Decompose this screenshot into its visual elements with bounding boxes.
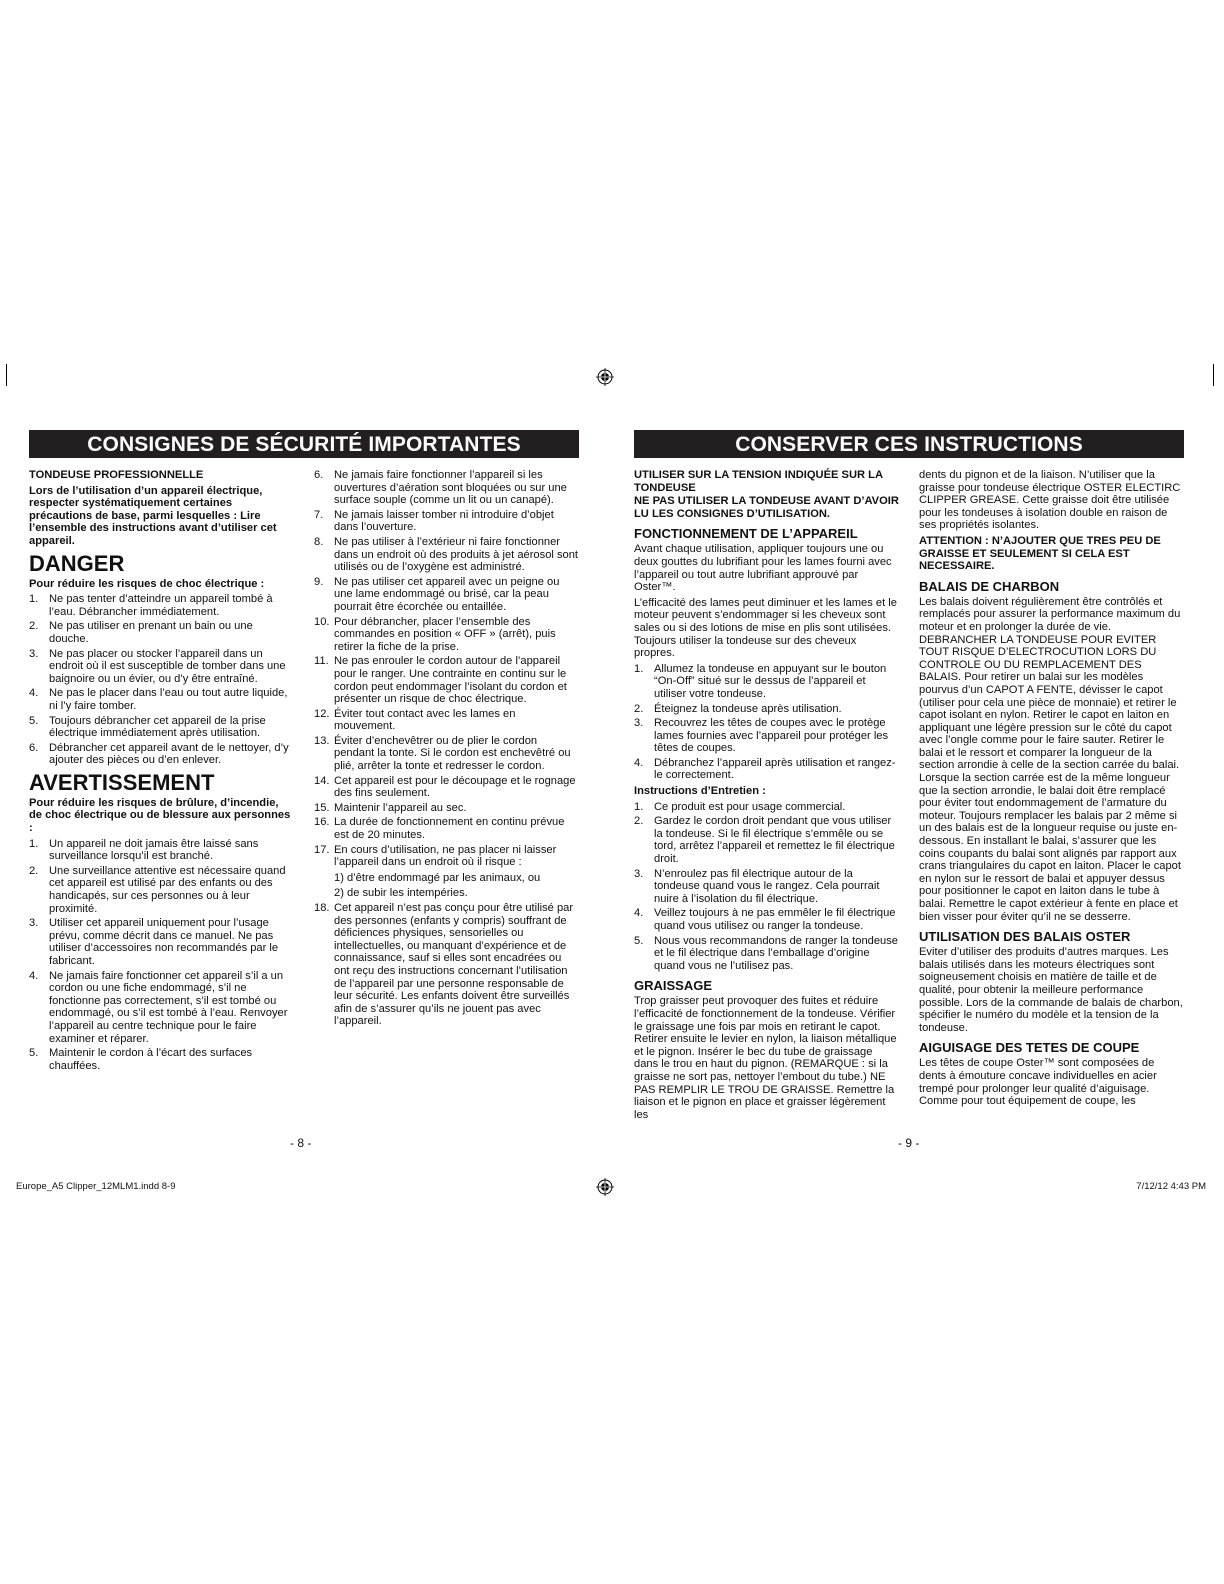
list-item: 5. Toujours débrancher cet appareil de la prise électrique immédiatement après utilisation. [29, 714, 266, 740]
greasing-heading: GRAISSAGE [634, 978, 713, 994]
oster-brushes-paragraph: Eviter d’utiliser des produits d’autres marques. Les balais utilisés dans les moteurs électriques sont soigneusement choisis en matière de taille et de qualité, pour obtenir la meilleure performance possible. Lors de la commande de balais de charbon, spécifier le numéro du modèle et la tension de la tondeuse. [919, 946, 1183, 1034]
carbon-brushes-heading: BALAIS DE CHARBON [919, 578, 1060, 594]
list-item: 14. Cet appareil est pour le découpage et le rognage des fins seulement. [314, 774, 576, 800]
list-item: 1. Ne pas tenter d’atteindre un appareil tombé à l’eau. Débrancher immédiatement. [29, 593, 273, 618]
list-item: 1. Un appareil ne doit jamais être laissé sans surveillance lorsqu’il est branché. [29, 837, 259, 863]
registration-target-icon [596, 368, 614, 386]
list-item: 6. Ne jamais faire fonctionner l’appareil si les ouvertures d’aération sont bloquées ou sur une surface souple (comme un lit ou un canapé). [314, 469, 567, 507]
warning-list-continued [314, 469, 579, 1028]
banner-safety: CONSIGNES DE SÉCURITÉ IMPORTANTES [29, 430, 579, 458]
warning-subheading: Pour réduire les risques de brûlure, d’incendie, de choc électrique ou de blessure aux personnes : [29, 796, 291, 835]
page-number-right: - 9 - [898, 1136, 920, 1150]
attention-notice: ATTENTION : N’AJOUTER QUE TRES PEU DE GRAISSE ET SEULEMENT SI CELA EST NECESSAIRE. [919, 534, 1161, 573]
operation-list [634, 663, 899, 782]
warning-list [29, 838, 294, 1073]
greasing-paragraph-continued: dents du pignon et de la liaison. N’utiliser que la graisse pour tondeuse électrique OSTER ELECTIRC CLIPPER GREASE. Cette graisse doit être utilisée pour les tondeuses à isolation double en raison de ses propriétés isolantes. [919, 469, 1181, 532]
sharpening-paragraph: Les têtes de coupe Oster™ sont composées de dents à émouture concave individuelles en acier trempé pour prolonger leur qualité d’aiguisage. Comme pour tout équipement de coupe, les [919, 1057, 1157, 1108]
danger-subheading: Pour réduire les risques de choc électrique : [29, 577, 265, 590]
list-item: 5. Nous vous recommandons de ranger la tondeuse et le fil électrique dans l’emballage d’origine quand vous ne l’utilisez pas. [634, 934, 899, 972]
list-item: 2. Éteignez la tondeuse après utilisation. [634, 702, 842, 715]
crop-mark-right [1213, 364, 1214, 386]
list-item: 7. Ne jamais laisser tomber ni introduire d’objet dans l’ouverture. [314, 508, 554, 534]
product-name: TONDEUSE PROFESSIONNELLE [29, 469, 204, 481]
list-item: 11. Ne pas enrouler le cordon autour de l’appareil pour le ranger. Une contrainte en continu sur le cordon peut endommager l’isolant du cordon et présenter un risque de choc électrique. [314, 655, 567, 706]
left-column-1 [29, 469, 294, 1075]
greasing-paragraph: Trop graisser peut provoquer des fuites et réduire l’efficacité de fonctionnement de la tondeuse. Vérifier le graissage une fois par mois en retirant le capot. Retirer ensuite le levier en nylon, la liaison métallique et le pignon. Insérer le bec du tube de graissage dans le trou en haut du pignon. (REMARQUE : si la graisse ne sort pas, nettoyer l’embout du tube.) NE PAS REMPLIR LE TROU DE GRAISSE. Remettre la liaison et le pignon en place et graisser légèrement les [634, 995, 897, 1121]
list-item: 2. Ne pas utiliser en prenant un bain ou une douche. [29, 620, 253, 645]
voltage-notice: UTILISER SUR LA TENSION INDIQUÉE SUR LA TONDEUSE [634, 469, 883, 494]
oster-brushes-heading: UTILISATION DES BALAIS OSTER [919, 929, 1131, 945]
list-item: 3. N’enroulez pas fil électrique autour de la tondeuse quand vous le rangez. Cela pourrait nuire à l’isolation du fil électrique. [634, 867, 880, 905]
operation-paragraph: Avant chaque utilisation, appliquer toujours une ou deux gouttes du lubrifiant pour les lames fourni avec l’appareil ou tout autre lubrifiant approuvé par Oster™. [634, 543, 892, 594]
warning-heading: AVERTISSEMENT [29, 769, 215, 795]
list-item: 3. Ne pas placer ou stocker l’appareil dans un endroit où il est susceptible de tomber dans une baignoire ou un évier, ou d’y être entraîné. [29, 647, 286, 685]
list-item: 2. Une surveillance attentive est nécessaire quand cet appareil est utilisé par des enfants ou des handicapés, sur ces personnes ou à leur proximité. [29, 864, 286, 915]
sharpening-heading: AIGUISAGE DES TETES DE COUPE [919, 1040, 1140, 1056]
list-item: 4. Ne pas le placer dans l’eau ou tout autre liquide, ni l’y faire tomber. [29, 687, 288, 712]
list-item: 8. Ne pas utiliser à l’extérieur ni faire fonctionner dans un endroit où des produits à jet aérosol sont utilisés ou de l’oxygène est administré. [314, 535, 579, 574]
right-column-2 [919, 469, 1184, 1124]
danger-list [29, 593, 294, 767]
list-item: 18. Cet appareil n’est pas conçu pour être utilisé par des personnes (enfants y compris) souffrant de déficiences physiques, sensorielles ou intellectuelles, ou manquant d’expérience et de connaissance, sauf si elles sont encadrées ou ont reçu des instructions concernant l’utilisation de l’appareil par une personne responsable de leur sécurité. Les enfants doivent être surveillés afin de s’assurer qu’ils ne jouent pas avec l’appareil. [314, 902, 574, 1028]
list-item: 4. Ne jamais faire fonctionner cet appareil s’il a un cordon ou une fiche endommagé, s’il ne fonctionne pas correctement, s’il est tombé ou endommagé, ou s’il est tombé à l’eau. Renvoyer l’appareil au centre technique pour le faire examiner et réparer. [29, 969, 288, 1045]
list-item: 5. Maintenir le cordon à l’écart des surfaces chauffées. [29, 1047, 253, 1072]
maintenance-list [634, 801, 899, 973]
crop-mark-left [6, 364, 7, 386]
read-instructions-notice: NE PAS UTILISER LA TONDEUSE AVANT D’AVOIR LU LES CONSIGNES D’UTILISATION. [634, 495, 899, 520]
registration-target-icon [596, 1178, 614, 1196]
list-item: 4. Débranchez l’appareil après utilisation et rangez-le correctement. [634, 756, 896, 782]
left-column-2 [314, 469, 579, 1075]
maintenance-heading: Instructions d’Entretien : [634, 785, 766, 798]
operation-paragraph: L’efficacité des lames peut diminuer et les lames et le moteur peuvent s’endommager si les cheveux sont sales ou si des lotions de mise en plis sont utilisées. Toujours utiliser la tondeuse sur des cheveux propres. [634, 596, 897, 660]
list-item: 9. Ne pas utiliser cet appareil avec un peigne ou une lame endommagé ou brisé, car la peau pourrait être écorchée ou entaillée. [314, 575, 560, 613]
page-right [634, 430, 1184, 1155]
list-item: 1. Ce produit est pour usage commercial. [634, 800, 846, 813]
list-item: 4. Veillez toujours à ne pas emmêler le fil électrique quand vous utilisez ou ranger la tondeuse. [634, 907, 896, 932]
banner-keep-instructions: CONSERVER CES INSTRUCTIONS [634, 430, 1184, 458]
list-item: 2. Gardez le cordon droit pendant que vous utiliser la tondeuse. Si le fil électrique s’emmêle ou se tord, arrêtez l’appareil et remettez le fil électrique droit. [634, 815, 895, 866]
page-number-left: - 8 - [290, 1136, 312, 1150]
sub-item: 1) d’être endommagé par les animaux, ou [334, 871, 541, 884]
list-item: 13. Éviter d’enchevêtrer ou de plier le cordon pendant la tonte. Si le cordon est enchevêtré ou plié, arrêter la tonte et redresser le cordon. [314, 734, 571, 773]
list-item: 16. La durée de fonctionnement en continu prévue est de 20 minutes. [314, 816, 565, 842]
list-item: 12. Éviter tout contact avec les lames en mouvement. [314, 707, 516, 733]
list-item: 15. Maintenir l’appareil au sec. [314, 801, 467, 814]
list-item: 10. Pour débrancher, placer l’ensemble des commandes en position « OFF » (arrêt), puis retirer la fiche de la prise. [314, 615, 556, 653]
operation-heading: FONCTIONNEMENT DE L’APPAREIL [634, 526, 858, 542]
carbon-brushes-paragraph: Les balais doivent régulièrement être contrôlés et remplacés pour assurer la performance maximum du moteur et en prolonger la durée de vie. DEBRANCHER LA TONDEUSE POUR EVITER TOUT RISQUE D’ELECTROCUTION LORS DU CONTROLE OU DU REMPLACEMENT DES BALAIS. Pour retirer un balai sur les modèles pourvus d’un CAPOT A FENTE, dévisser le capot (utiliser pour cela une pièce de monnaie) et retirer le capot isolant en nylon. Retirer le capot en laiton en appliquant une légère pression sur le côté du capot avec l’ongle comme pour le faire sauter. Retirer le balai et le ressort et comparer la longueur de la section arrondie à celle de la section carrée du balai. Lorsque la section carrée est de la même longueur que la section arrondie, le balai doit être remplacé pour éviter tout endommagement de l’armature du moteur. Toujours remplacer les balais par 2 même si un des balais est de la longueur requise ou juste en-dessous. En installant le balai, s’assurer que les coins coupants du balai sont alignés par rapport aux crans triangulaires du capot en laiton. Placer le capot en nylon sur le ressort de balai et appuyer dessus pour positionner le capot en laiton dans le tube à balai. Remettre le capot extérieur à fente en place et bien visser pour éviter qu’il ne se desserre. [919, 595, 1181, 923]
list-item: 3. Recouvrez les têtes de coupes avec le protège lames fournies avec l’appareil pour protéger les têtes de coupes. [634, 717, 889, 755]
page-left [29, 430, 579, 1155]
list-item: 6. Débrancher cet appareil avant de le nettoyer, d’y ajouter des pièces ou d’en enlever. [29, 741, 289, 767]
intro-text: Lors de l’utilisation d’un appareil électrique, respecter systématiquement certaines précautions de base, parmi lesquelles : Lire l’ensemble des instructions avant d’utiliser cet appareil. [29, 484, 277, 547]
danger-heading: DANGER [29, 550, 125, 576]
list-item: 1. Allumez la tondeuse en appuyant sur le bouton “On-Off” situé sur le dessus de l’appareil et utiliser votre tondeuse. [634, 662, 887, 700]
list-item: 17. En cours d’utilisation, ne pas placer ni laisser l’appareil dans un endroit où il risque : 1) d’être endommagé par les animaux, ou 2) de subir les intempéries. [314, 844, 579, 900]
footer-timestamp: 7/12/12 4:43 PM [1136, 1181, 1206, 1192]
right-column-1 [634, 469, 899, 1124]
sub-item: 2) de subir les intempéries. [334, 887, 468, 900]
footer-filename: Europe_A5 Clipper_12MLM1.indd 8-9 [16, 1181, 176, 1192]
list-item: 3. Utiliser cet appareil uniquement pour l’usage prévu, comme décrit dans ce manuel. Ne pas utiliser d’accessoires non recommandés par le fabricant. [29, 917, 279, 967]
